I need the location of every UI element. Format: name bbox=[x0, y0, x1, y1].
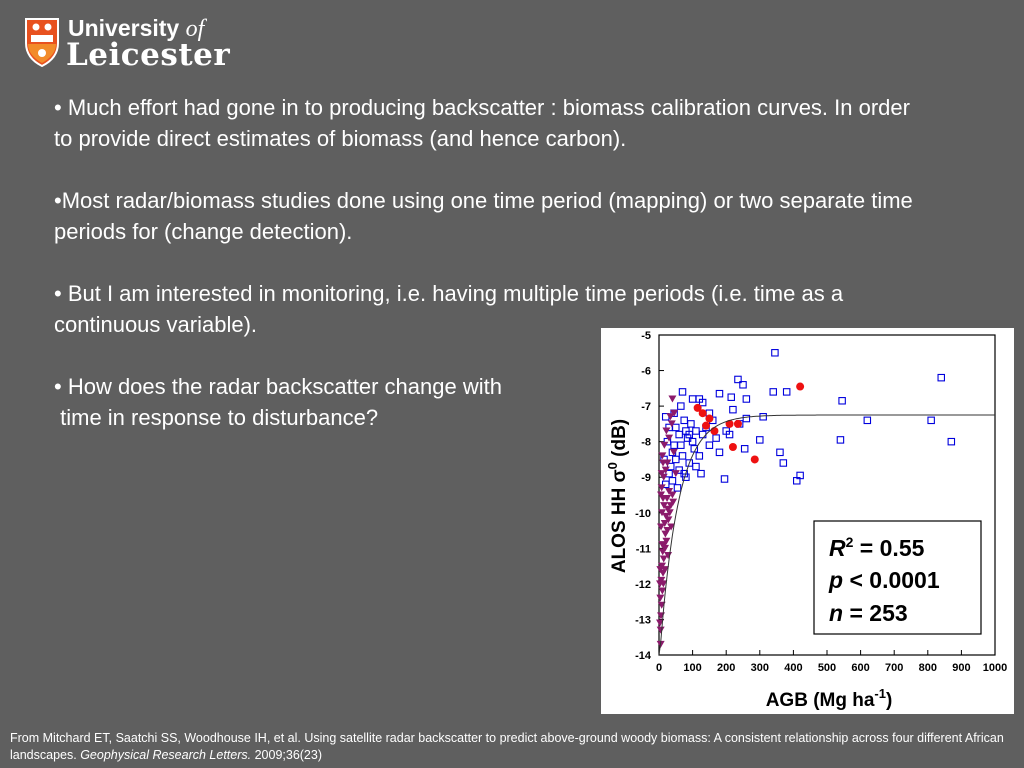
y-tick-label: -5 bbox=[641, 330, 651, 342]
y-tick-label: -11 bbox=[635, 543, 651, 556]
y-tick-label: -8 bbox=[641, 436, 651, 449]
y-tick-label: -7 bbox=[641, 401, 651, 414]
triangle-point bbox=[660, 556, 668, 563]
x-tick-label: 300 bbox=[750, 662, 769, 674]
square-point bbox=[948, 438, 954, 444]
logo-line2: Leicester bbox=[66, 37, 231, 73]
logo-line1: University of bbox=[68, 15, 205, 42]
circle-point bbox=[751, 455, 759, 463]
citation-journal: Geophysical Research Letters. bbox=[80, 748, 252, 762]
square-point bbox=[780, 460, 786, 466]
square-point bbox=[679, 453, 685, 459]
square-point bbox=[699, 431, 705, 437]
x-tick-label: 500 bbox=[817, 662, 837, 674]
bullet-1: • Much effort had gone in to producing backscatter : biomass calibration curves. In order to provide direct estimates of biomass (and hence carbon). bbox=[54, 95, 910, 151]
square-point bbox=[730, 406, 736, 412]
triangle-point bbox=[670, 449, 678, 456]
square-point bbox=[716, 390, 722, 396]
circle-point bbox=[694, 404, 702, 412]
square-point bbox=[770, 389, 776, 395]
square-point bbox=[864, 417, 870, 423]
square-point bbox=[698, 470, 704, 476]
p-stat: p < 0.0001 bbox=[829, 567, 940, 593]
square-point bbox=[671, 442, 677, 448]
square-point bbox=[757, 437, 763, 443]
citation-text: From Mitchard ET, Saatchi SS, Woodhouse IH, et al. Using satellite radar backscatter to predict above-ground woody biomass: A consistent relationship across four different African landscapes. bbox=[10, 731, 1004, 762]
square-point bbox=[693, 428, 699, 434]
x-tick-label: 900 bbox=[952, 662, 971, 674]
x-tick-label: 1000 bbox=[982, 662, 1008, 674]
university-shield-icon bbox=[24, 17, 60, 67]
r2-stat: $R^2 = 0.55$ bbox=[829, 534, 925, 561]
triangle-point bbox=[668, 396, 676, 403]
triangle-point bbox=[657, 627, 665, 634]
square-point bbox=[839, 398, 845, 404]
square-point bbox=[928, 417, 934, 423]
y-tick-label: -12 bbox=[635, 578, 651, 591]
bullet-2: •Most radar/biomass studies done using one time period (mapping) or two separate time periods for (change detection). bbox=[54, 188, 913, 244]
circle-point bbox=[710, 427, 718, 435]
square-point bbox=[728, 394, 734, 400]
square-point bbox=[777, 449, 783, 455]
square-point bbox=[772, 350, 778, 356]
x-tick-label: 800 bbox=[918, 662, 937, 674]
y-tick-label: -10 bbox=[635, 507, 651, 520]
square-point bbox=[679, 389, 685, 395]
x-tick-label: 400 bbox=[784, 662, 803, 674]
triangle-point bbox=[657, 612, 665, 619]
square-point bbox=[678, 403, 684, 409]
x-tick-label: 200 bbox=[717, 662, 736, 674]
university-logo bbox=[24, 15, 244, 71]
square-point bbox=[689, 396, 695, 402]
n-stat: n = 253 bbox=[829, 600, 908, 626]
square-point bbox=[696, 453, 702, 459]
square-point bbox=[938, 374, 944, 380]
x-axis-label: AGB (Mg $ha^{-1}$) bbox=[765, 686, 893, 711]
y-tick-label: -14 bbox=[635, 650, 651, 662]
y-tick-label: -6 bbox=[641, 365, 651, 378]
stats-box bbox=[814, 521, 981, 634]
y-tick-label: -9 bbox=[641, 472, 651, 485]
square-point bbox=[743, 415, 749, 421]
circle-point bbox=[796, 383, 804, 391]
square-point bbox=[713, 435, 719, 441]
citation-year: 2009;36(23) bbox=[251, 748, 322, 762]
circle-point bbox=[702, 422, 710, 430]
square-point bbox=[678, 442, 684, 448]
square-point bbox=[760, 414, 766, 420]
x-tick-label: 0 bbox=[655, 662, 663, 674]
square-point bbox=[837, 437, 843, 443]
square-point bbox=[741, 446, 747, 452]
square-point bbox=[693, 463, 699, 469]
square-point bbox=[688, 421, 694, 427]
square-point bbox=[673, 456, 679, 462]
circle-point bbox=[705, 415, 713, 423]
square-point bbox=[706, 442, 712, 448]
y-tick-label: -13 bbox=[635, 614, 651, 627]
x-tick-label: 100 bbox=[683, 662, 702, 674]
y-axis-label: ALOS HH $\sigma^0$ (dB) bbox=[605, 418, 630, 574]
square-point bbox=[674, 485, 680, 491]
triangle-point bbox=[657, 524, 665, 531]
square-point bbox=[676, 431, 682, 437]
triangle-point bbox=[656, 595, 664, 602]
citation bbox=[10, 730, 1015, 764]
x-tick-label: 600 bbox=[851, 662, 870, 674]
biomass-scatter-chart bbox=[601, 328, 1014, 714]
x-tick-label: 700 bbox=[885, 662, 904, 674]
bullet-4: • How does the radar backscatter change with time in response to disturbance? bbox=[54, 374, 502, 430]
circle-point bbox=[729, 443, 737, 451]
square-point bbox=[669, 478, 675, 484]
circle-point bbox=[734, 420, 742, 428]
bullet-3: • But I am interested in monitoring, i.e. having multiple time periods (i.e. time as a continuous variable). bbox=[54, 281, 844, 337]
square-point bbox=[681, 417, 687, 423]
square-point bbox=[673, 424, 679, 430]
square-point bbox=[721, 476, 727, 482]
chart-svg bbox=[601, 328, 1014, 714]
square-point bbox=[783, 389, 789, 395]
square-point bbox=[716, 449, 722, 455]
square-point bbox=[743, 396, 749, 402]
